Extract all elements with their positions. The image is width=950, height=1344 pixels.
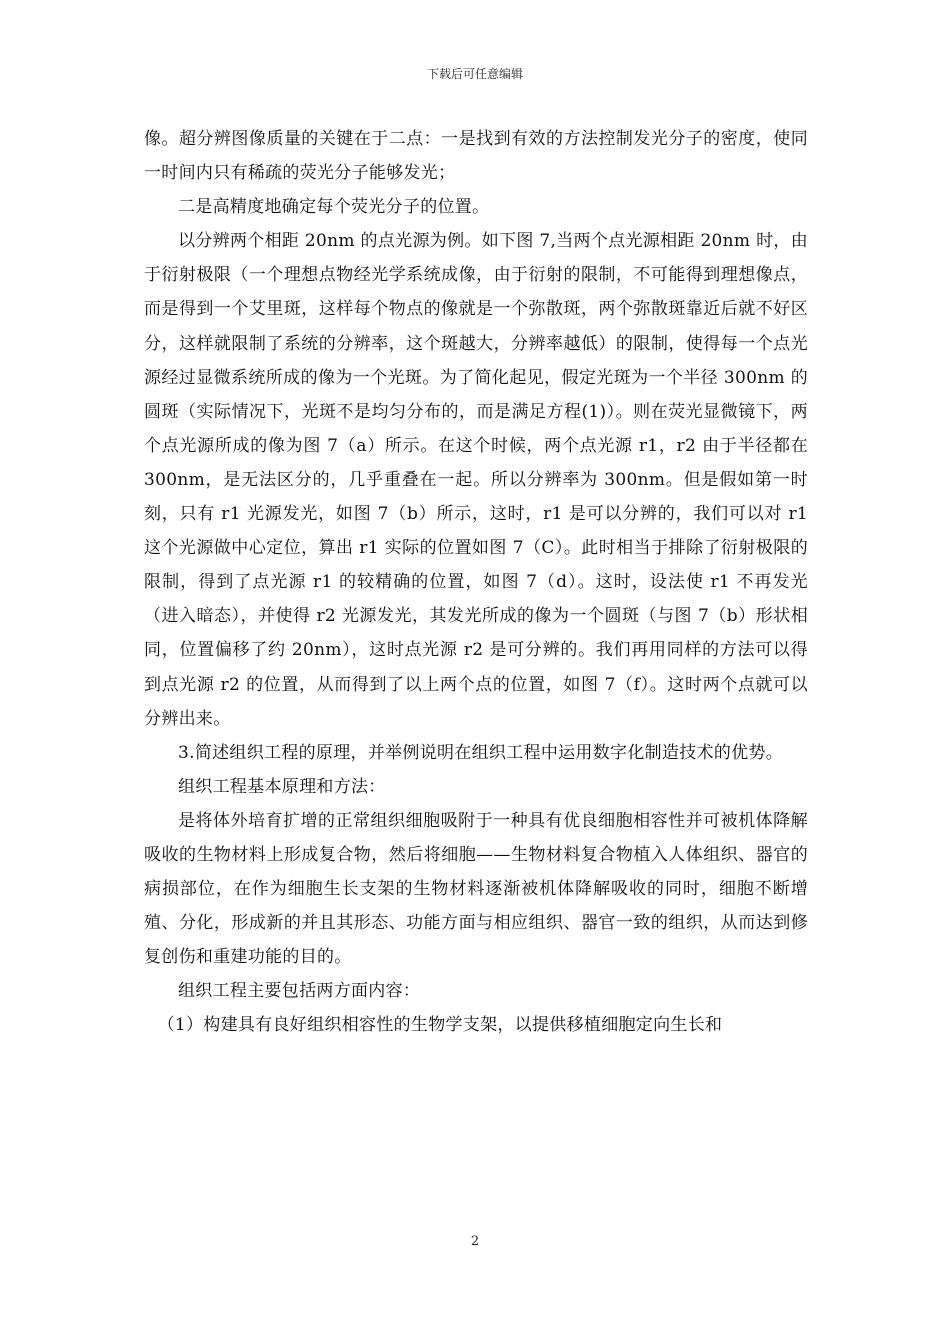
document-body: [144, 122, 808, 1043]
paragraph-3: 以分辨两个相距 20nm 的点光源为例。如下图 7,当两个点光源相距 20nm 时，由于衍射极限（一个理想点物经光学系统成像，由于衍射的限制，不可能得到理想像点，而是得到一个艾里斑，这样每个物点的像就是一个弥散斑，两个弥散斑靠近后就不好区分，这样就限制了系统的分辨率，这个斑越大，分辨率越低）的限制，使得每一个点光源经过显微系统所成的像为一个光斑。为了简化起见，假定光斑为一个半径 300nm 的圆斑（实际情况下，光斑不是均匀分布的，而是满足方程(1)）。则在荧光显微镜下，两个点光源所成的像为图 7（a）所示。在这个时候，两个点光源 r1，r2 由于半径都在 300nm，是无法区分的，几乎重叠在一起。所以分辨率为 300nm。但是假如第一时刻，只有 r1 光源发光，如图 7（b）所示，这时，r1 是可以分辨的，我们可以对 r1 这个光源做中心定位，算出 r1 实际的位置如图 7（C）。此时相当于排除了衍射极限的限制，得到了点光源 r1 的较精确的位置，如图 7（d）。这时，设法使 r1 不再发光（进入暗态），并使得 r2 光源发光，其发光所成的像为一个圆斑（与图 7（b）形状相同，位置偏移了约 20nm），这时点光源 r2 是可分辨的。我们再用同样的方法可以得到点光源 r2 的位置，从而得到了以上两个点的位置，如图 7（f）。这时两个点就可以分辨出来。: [144, 231, 808, 729]
paragraph-1: 像。超分辨图像质量的关键在于二点：一是找到有效的方法控制发光分子的密度，使同一时间内只有稀疏的荧光分子能够发光；: [144, 129, 808, 184]
page-header: 下载后可任意编辑: [426, 67, 523, 81]
paragraph-6: 是将体外培育扩增的正常组织细胞吸附于一种具有优良细胞相容性并可被机体降解吸收的生物材料上形成复合物，然后将细胞——生物材料复合物植入人体组织、器官的病损部位，在作为细胞生长支架的生物材料逐渐被机体降解吸收的同时，细胞不断增殖、分化，形成新的并且其形态、功能方面与相应组织、器官一致的组织，从而达到修复创伤和重建功能的目的。: [144, 810, 808, 968]
page-number: 2: [470, 1234, 480, 1249]
paragraph-7: 组织工程主要包括两方面内容：: [178, 981, 421, 1002]
paragraph-8: （1）构建具有良好组织相容性的生物学支架，以提供移植细胞定向生长和: [157, 1015, 723, 1036]
paragraph-5: 组织工程基本原理和方法：: [178, 776, 386, 797]
paragraph-4: 3.简述组织工程的原理，并举例说明在组织工程中运用数字化制造技术的优势。: [178, 742, 784, 763]
paragraph-2: 二是高精度地确定每个荧光分子的位置。: [178, 197, 490, 218]
